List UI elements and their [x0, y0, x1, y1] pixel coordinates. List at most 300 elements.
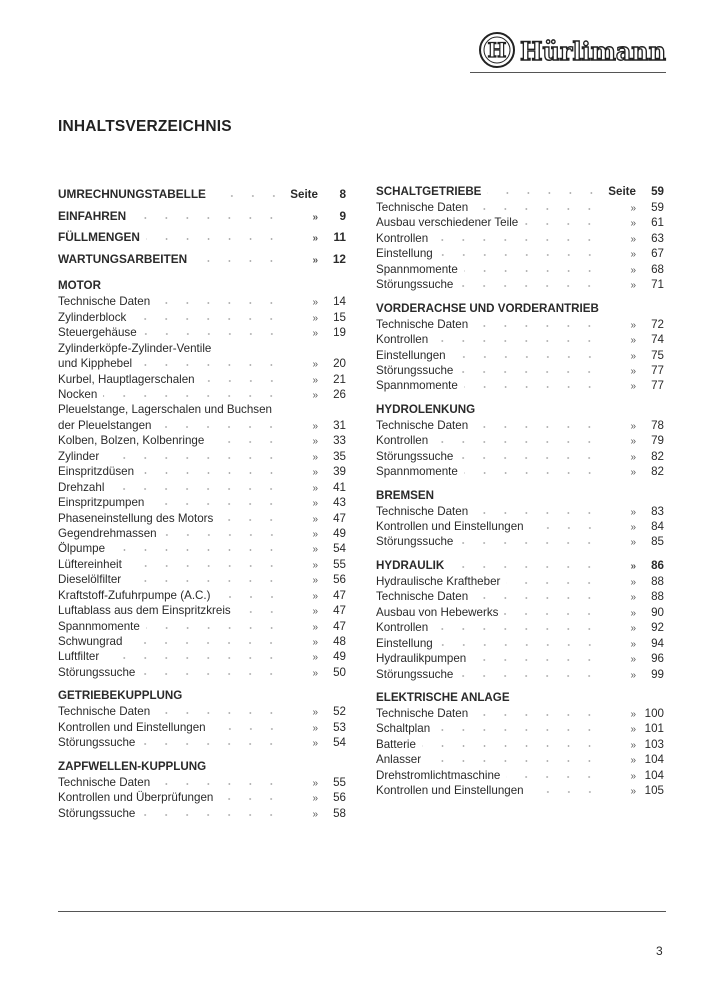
- toc-entry[interactable]: [58, 227, 346, 249]
- page-marker: »: [312, 528, 318, 540]
- toc-entry[interactable]: [58, 511, 346, 526]
- dot-leader: [506, 775, 600, 779]
- page-ref: 59: [651, 201, 664, 214]
- page-ref: 49: [333, 526, 346, 540]
- entry-label: Technische Daten: [376, 590, 469, 604]
- toc-entry[interactable]: [376, 317, 664, 332]
- dot-leader: [474, 207, 600, 211]
- page-ref: 49: [333, 650, 346, 664]
- toc-right-column: [376, 184, 664, 799]
- toc-entry[interactable]: [58, 464, 346, 479]
- toc-entry[interactable]: [58, 806, 346, 821]
- page-marker: »: [630, 249, 636, 261]
- toc-entry[interactable]: [376, 519, 664, 534]
- entry-label: Drehzahl: [58, 480, 105, 494]
- page-ref: 39: [333, 465, 346, 479]
- toc-entry[interactable]: [58, 184, 346, 206]
- toc-entry[interactable]: [58, 418, 346, 433]
- page-ref: 67: [651, 247, 664, 261]
- page-ref: 74: [651, 333, 664, 347]
- section-heading: ELEKTRISCHE ANLAGE: [376, 690, 510, 704]
- toc-entry[interactable]: [376, 589, 664, 604]
- section-heading: ZAPFWELLEN-KUPPLUNG: [58, 759, 207, 773]
- entry-label: Einstellungen: [376, 348, 446, 362]
- page-marker: »: [312, 312, 318, 324]
- page-ref: 55: [333, 775, 346, 789]
- entry-label: Hydraulikpumpen: [376, 652, 467, 666]
- section-heading: GETRIEBEKUPPLUNG: [58, 689, 183, 703]
- dot-leader: [452, 355, 600, 359]
- page-marker: »: [630, 233, 636, 245]
- toc-entry[interactable]: [376, 752, 664, 767]
- page-marker: »: [630, 467, 636, 479]
- toc-entry[interactable]: [58, 790, 346, 805]
- toc-entry[interactable]: [58, 665, 346, 680]
- page-marker: »: [630, 724, 636, 736]
- page-marker: »: [630, 638, 636, 650]
- page-marker: »: [630, 560, 636, 572]
- toc-entry[interactable]: [376, 504, 664, 519]
- page-marker: »: [312, 777, 318, 789]
- dot-leader: [132, 216, 282, 220]
- entry-label: Kraftstoff-Zufuhrpumpe (A.C.): [58, 588, 211, 602]
- toc-entry[interactable]: [376, 184, 664, 200]
- dot-leader: [143, 332, 282, 336]
- page-marker: »: [312, 211, 318, 223]
- entry-label: Kontrollen und Einstellungen: [58, 720, 206, 734]
- toc-entry[interactable]: [376, 378, 664, 393]
- page-marker: Seite: [290, 188, 318, 201]
- entry-label: Technische Daten: [58, 775, 151, 789]
- page-ref: 43: [333, 496, 346, 510]
- page-marker: »: [312, 667, 318, 679]
- toc-entry[interactable]: [376, 620, 664, 635]
- entry-label: Kontrollen und Überprüfungen: [58, 791, 214, 805]
- dot-leader: [459, 456, 600, 460]
- page-ref: 12: [332, 251, 346, 266]
- dot-leader: [474, 713, 600, 717]
- dot-leader: [156, 782, 282, 786]
- page-marker: »: [630, 319, 636, 331]
- toc-entry[interactable]: [376, 418, 664, 433]
- dot-leader: [472, 658, 600, 662]
- dot-leader: [439, 253, 600, 257]
- page-ref: 19: [333, 326, 346, 340]
- toc-entry[interactable]: [376, 721, 664, 736]
- toc-entry[interactable]: [58, 449, 346, 464]
- entry-label: Kontrollen und Einstellungen: [376, 520, 524, 533]
- page-marker: »: [630, 420, 636, 432]
- entry-label: Spannmomente: [376, 379, 458, 393]
- dot-leader: [504, 612, 600, 616]
- page-marker: »: [312, 359, 318, 371]
- entry-label: Hydraulische Kraftheber: [376, 574, 501, 588]
- page-ref: 20: [333, 357, 346, 371]
- page-ref: 83: [651, 504, 664, 518]
- page-ref: 35: [333, 449, 346, 463]
- dot-leader: [201, 379, 282, 383]
- page-ref: 56: [333, 573, 346, 587]
- entry-label: Ölpumpe: [58, 542, 106, 556]
- page-marker: »: [312, 374, 318, 386]
- toc-entry[interactable]: [58, 310, 346, 325]
- page-ref: 9: [339, 208, 346, 223]
- page-marker: »: [630, 786, 636, 798]
- dot-leader: [459, 674, 600, 678]
- toc-entry[interactable]: [58, 526, 346, 541]
- toc-entry[interactable]: [58, 206, 346, 228]
- toc-entry[interactable]: [58, 649, 346, 664]
- page-ref: 104: [644, 753, 664, 767]
- dot-leader: [434, 339, 600, 343]
- toc-entry[interactable]: [58, 249, 346, 271]
- toc-entry[interactable]: [376, 262, 664, 277]
- page-marker: »: [312, 808, 318, 820]
- page-marker: »: [312, 436, 318, 448]
- toc-entry[interactable]: [58, 372, 346, 387]
- entry-label: Störungssuche: [376, 449, 454, 463]
- entry-label: Störungssuche: [376, 667, 454, 681]
- dot-leader: [157, 425, 282, 429]
- page-marker: »: [312, 559, 318, 571]
- entry-label: Ausbau von Hebewerks: [376, 605, 499, 619]
- page-marker: »: [630, 592, 636, 604]
- page-marker: »: [630, 203, 636, 214]
- page-ref: 96: [651, 652, 664, 666]
- entry-label: Ausbau verschiedener Teile: [376, 216, 519, 230]
- page-marker: »: [630, 623, 636, 635]
- page-marker: »: [312, 420, 318, 432]
- toc-entry[interactable]: [376, 783, 664, 798]
- dot-leader: [146, 237, 282, 241]
- dot-leader: [464, 385, 600, 389]
- dot-leader: [217, 595, 283, 599]
- toc-entry[interactable]: [58, 402, 346, 417]
- entry-label: Kontrollen: [376, 333, 429, 347]
- page-marker: »: [630, 381, 636, 393]
- dot-leader: [474, 425, 600, 429]
- page-marker: »: [630, 576, 636, 588]
- toc-entry[interactable]: [58, 387, 346, 402]
- page-ref: 58: [333, 806, 346, 820]
- entry-label: Kontrollen und Einstellungen: [376, 784, 524, 798]
- dot-leader: [459, 541, 600, 545]
- page-marker: »: [630, 218, 636, 230]
- entry-label: Einspritzpumpen: [58, 496, 145, 510]
- page-ref: 88: [651, 574, 664, 588]
- toc-entry[interactable]: [376, 768, 664, 783]
- dot-leader: [105, 656, 282, 660]
- toc-entry[interactable]: [376, 737, 664, 752]
- toc-entry[interactable]: [376, 246, 664, 261]
- page-ref: 72: [651, 317, 664, 331]
- entry-label: Schwungrad: [58, 635, 123, 648]
- page-marker: »: [312, 467, 318, 479]
- entry-label: Schaltplan: [376, 722, 431, 736]
- dot-leader: [146, 626, 282, 630]
- toc-left-column: [58, 184, 346, 821]
- page-marker: »: [312, 498, 318, 510]
- page-ref: 100: [644, 706, 664, 720]
- page-ref: 54: [333, 542, 346, 556]
- dot-leader: [459, 284, 600, 288]
- entry-label: Störungssuche: [58, 736, 136, 750]
- page-ref: 77: [651, 379, 664, 393]
- toc-entry[interactable]: [58, 588, 346, 603]
- dot-leader: [163, 533, 282, 537]
- page-ref: 47: [333, 619, 346, 633]
- page-marker: »: [630, 280, 636, 292]
- entry-label: Phaseneinstellung des Motors: [58, 511, 214, 525]
- page-marker: »: [630, 365, 636, 377]
- entry-label: Störungssuche: [376, 278, 454, 292]
- dot-leader: [219, 518, 282, 522]
- toc-entry[interactable]: [376, 464, 664, 479]
- toc-entry[interactable]: [376, 449, 664, 464]
- toc-entry[interactable]: [58, 325, 346, 340]
- page-ref: 50: [333, 665, 346, 679]
- page-ref: 90: [651, 605, 664, 619]
- page-ref: 86: [651, 558, 664, 572]
- entry-label: UMRECHNUNGSTABELLE: [58, 187, 206, 201]
- dot-leader: [193, 259, 282, 263]
- toc-entry[interactable]: [376, 200, 664, 215]
- entry-label: Luftablass aus dem Einspritzkreis: [58, 604, 231, 618]
- entry-label: Einstellung: [376, 636, 433, 650]
- page-marker: »: [312, 606, 318, 618]
- entry-label: Anlasser: [376, 753, 422, 767]
- page-marker: »: [312, 328, 318, 340]
- section-heading: BREMSEN: [376, 488, 434, 502]
- page-ref: 78: [651, 418, 664, 432]
- page-marker: »: [630, 708, 636, 720]
- page-marker: »: [630, 654, 636, 666]
- dot-leader: [138, 363, 282, 367]
- page-ref: 33: [333, 434, 346, 448]
- page-number: 3: [656, 944, 663, 958]
- toc-entry[interactable]: [376, 558, 664, 574]
- page-ref: 63: [651, 231, 664, 245]
- toc-entry[interactable]: [58, 634, 346, 649]
- dot-leader: [127, 579, 282, 583]
- dot-leader: [436, 728, 600, 732]
- dot-leader: [132, 317, 282, 321]
- page-ref: 85: [651, 535, 664, 549]
- entry-label: Technische Daten: [376, 201, 469, 214]
- dot-leader: [474, 324, 600, 328]
- page-ref: 56: [333, 791, 346, 805]
- dot-leader: [111, 548, 282, 552]
- entry-label: Kontrollen: [376, 621, 429, 635]
- svg-text:Hürlimann: Hürlimann: [520, 37, 666, 66]
- toc-entry[interactable]: [58, 480, 346, 495]
- dot-leader: [103, 394, 282, 398]
- page-ref: 41: [333, 480, 346, 494]
- page-marker: »: [312, 390, 318, 401]
- toc-entry[interactable]: [58, 720, 346, 735]
- section-heading: HYDROLENKUNG: [376, 402, 476, 416]
- page-marker: »: [630, 669, 636, 681]
- page-marker: »: [312, 297, 318, 309]
- toc-entry[interactable]: [376, 667, 664, 682]
- page-ref: 82: [651, 465, 664, 479]
- entry-label: Batterie: [376, 737, 416, 751]
- toc-entry[interactable]: [58, 775, 346, 790]
- toc-entry[interactable]: [376, 231, 664, 246]
- dot-leader: [474, 596, 600, 600]
- toc-entry[interactable]: [376, 363, 664, 378]
- page-marker: »: [630, 451, 636, 463]
- entry-label: Technische Daten: [58, 705, 151, 719]
- toc-entry[interactable]: [58, 341, 346, 356]
- dot-leader: [434, 627, 600, 631]
- page-marker: »: [312, 544, 318, 556]
- entry-label: Technische Daten: [376, 706, 469, 720]
- page-ref: 77: [651, 363, 664, 377]
- entry-label: Technische Daten: [376, 418, 469, 432]
- dot-leader: [140, 471, 282, 475]
- dot-leader: [439, 643, 600, 647]
- toc-entry[interactable]: [58, 572, 346, 587]
- toc-entry[interactable]: [58, 495, 346, 510]
- dot-leader: [210, 440, 282, 444]
- toc-entry[interactable]: [376, 534, 664, 549]
- entry-label: Luftfilter: [58, 650, 100, 664]
- page-marker: »: [312, 590, 318, 602]
- page-ref: 53: [333, 720, 346, 734]
- entry-label: WARTUNGSARBEITEN: [58, 251, 188, 266]
- entry-label: Technische Daten: [58, 295, 151, 309]
- dot-leader: [237, 610, 282, 614]
- entry-label: Spannmomente: [376, 465, 458, 479]
- entry-label: Nocken: [58, 388, 98, 401]
- toc-entry[interactable]: [58, 356, 346, 371]
- page-ref: 15: [333, 310, 346, 324]
- toc-entry[interactable]: [376, 215, 664, 230]
- dot-leader: [434, 238, 600, 242]
- page-marker: »: [312, 451, 318, 463]
- dot-leader: [524, 222, 600, 226]
- toc-entry[interactable]: [58, 603, 346, 618]
- dot-leader: [105, 456, 282, 460]
- page-ref: 52: [333, 705, 346, 719]
- dot-leader: [487, 191, 602, 195]
- entry-label: Lüftereinheit: [58, 557, 122, 571]
- page-marker: »: [630, 537, 636, 549]
- toc-entry[interactable]: [58, 557, 346, 572]
- page-ref: 8: [339, 187, 346, 201]
- page-marker: »: [312, 738, 318, 750]
- entry-label: Störungssuche: [58, 665, 136, 679]
- dot-leader: [156, 711, 282, 715]
- dot-leader: [450, 565, 600, 569]
- header-rule: [470, 72, 666, 73]
- toc-entry[interactable]: [58, 294, 346, 309]
- page-marker: »: [630, 755, 636, 767]
- section-heading: MOTOR: [58, 279, 101, 293]
- page-marker: »: [630, 770, 636, 782]
- page-ref: 92: [651, 621, 664, 635]
- entry-label: Steuergehäuse: [58, 326, 137, 340]
- toc-entry[interactable]: [376, 332, 664, 347]
- page-marker: »: [312, 722, 318, 734]
- toc-entry[interactable]: [376, 651, 664, 666]
- entry-label: Drehstromlichtmaschine: [376, 768, 501, 782]
- page-marker: »: [312, 482, 318, 494]
- page-ref: 104: [644, 768, 664, 782]
- page-ref: 26: [333, 388, 346, 401]
- page-marker: »: [630, 436, 636, 448]
- entry-label: Zylinderköpfe-Zylinder-Ventile: [58, 341, 212, 355]
- toc-entry[interactable]: [376, 433, 664, 448]
- page-ref: 54: [333, 736, 346, 750]
- toc-entry[interactable]: [376, 706, 664, 721]
- dot-leader: [212, 727, 282, 731]
- toc-entry[interactable]: [58, 433, 346, 448]
- entry-label: Kontrollen: [376, 434, 429, 448]
- page-ref: 55: [333, 557, 346, 571]
- page-ref: 48: [333, 635, 346, 648]
- footer-rule: [58, 911, 666, 912]
- entry-label: Technische Daten: [376, 504, 469, 518]
- page-marker: Seite: [608, 185, 636, 198]
- dot-leader: [141, 742, 282, 746]
- dot-leader: [212, 194, 284, 198]
- toc-entry[interactable]: [376, 348, 664, 363]
- dot-leader: [464, 269, 600, 273]
- entry-label: Gegendrehmassen: [58, 526, 157, 540]
- page-ref: 47: [333, 511, 346, 525]
- entry-label: SCHALTGETRIEBE: [376, 185, 482, 198]
- page-title: INHALTSVERZEICHNIS: [58, 118, 232, 135]
- page-marker: »: [630, 350, 636, 362]
- toc-entry[interactable]: [58, 735, 346, 750]
- page-marker: »: [312, 793, 318, 805]
- dot-leader: [156, 301, 282, 305]
- toc-entry[interactable]: [376, 636, 664, 651]
- dot-leader: [506, 581, 600, 585]
- entry-label: Kontrollen: [376, 231, 429, 245]
- page-ref: 47: [333, 588, 346, 602]
- dot-leader: [150, 502, 282, 506]
- toc-entry[interactable]: [58, 541, 346, 556]
- page-ref: 75: [651, 348, 664, 362]
- toc-entry[interactable]: [58, 704, 346, 719]
- dot-leader: [128, 564, 282, 568]
- entry-label: Einstellung: [376, 247, 433, 261]
- entry-label: Kurbel, Hauptlagerschalen: [58, 372, 195, 386]
- entry-label: Dieselölfilter: [58, 573, 122, 587]
- entry-label: Störungssuche: [376, 363, 454, 377]
- page-marker: »: [630, 607, 636, 619]
- toc-entry[interactable]: [58, 619, 346, 634]
- page-marker: »: [630, 739, 636, 751]
- entry-label: der Pleuelstangen: [58, 418, 152, 432]
- page-ref: 14: [333, 295, 346, 309]
- page-marker: »: [312, 621, 318, 633]
- toc-entry[interactable]: [376, 277, 664, 292]
- page-ref: 79: [651, 434, 664, 448]
- page-ref: 84: [651, 520, 664, 533]
- page-ref: 105: [644, 784, 664, 798]
- page-marker: »: [630, 506, 636, 518]
- dot-leader: [141, 672, 282, 676]
- toc-entry[interactable]: [376, 574, 664, 589]
- toc-entry[interactable]: [376, 605, 664, 620]
- page-marker: »: [312, 233, 318, 245]
- page-marker: »: [630, 264, 636, 276]
- entry-label: EINFAHREN: [58, 208, 127, 223]
